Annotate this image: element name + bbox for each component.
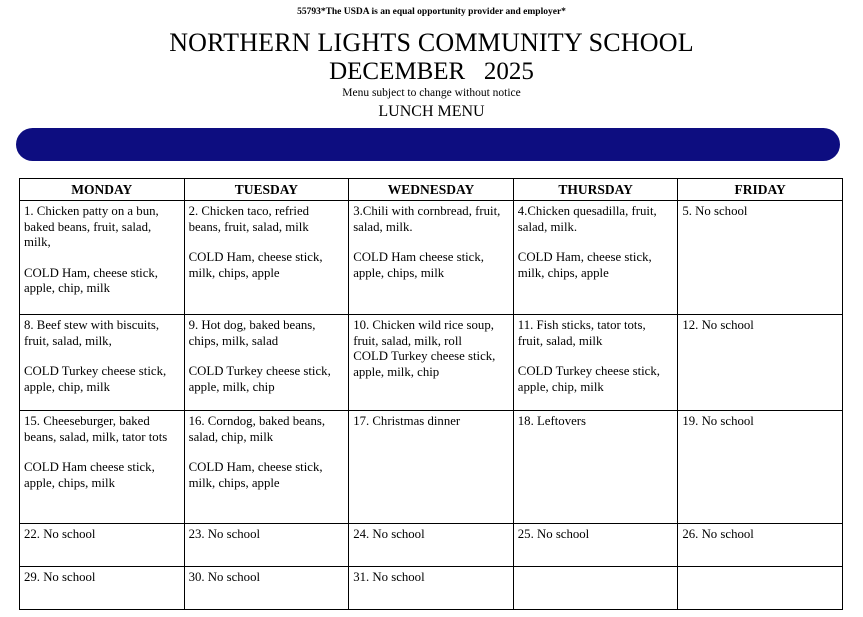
month-year-title: DECEMBER 2025	[329, 58, 534, 85]
hot-lunch-text: 10. Chicken wild rice soup, fruit, salad, milk, roll	[353, 318, 498, 348]
calendar-day-cell	[513, 524, 678, 567]
hot-lunch-text: 23. No school	[188, 527, 261, 541]
cold-lunch-text: COLD Ham, cheese stick, milk, chips, apple	[517, 250, 655, 280]
calendar-day-cell	[20, 524, 185, 567]
calendar-day-cell	[184, 315, 349, 411]
hot-lunch-text: 26. No school	[682, 527, 754, 541]
cell-spacer	[518, 235, 674, 250]
usda-nondiscrimination-notice: 55793*The USDA is an equal opportunity provider and employer*	[297, 7, 566, 17]
calendar-day-cell	[349, 315, 514, 411]
calendar-day-cell	[20, 201, 185, 315]
calendar-week-row	[20, 201, 843, 315]
calendar-day-cell	[20, 411, 185, 524]
calendar-week-row	[20, 315, 843, 411]
calendar-day-cell	[678, 201, 843, 315]
calendar-day-cell	[678, 524, 843, 567]
cell-spacer	[189, 445, 345, 460]
calendar-day-cell	[513, 411, 678, 524]
hot-lunch-text: 31. No school	[353, 570, 425, 584]
hot-lunch-text: 29. No school	[24, 570, 96, 584]
column-header-friday: FRIDAY	[678, 179, 843, 201]
cell-spacer	[24, 445, 180, 460]
cold-lunch-text: COLD Ham cheese stick, apple, chips, milk	[24, 460, 158, 490]
decorative-banner-bar	[16, 128, 840, 161]
calendar-week-row	[20, 411, 843, 524]
hot-lunch-text: 3.Chili with cornbread, fruit, salad, milk.	[353, 204, 504, 234]
calendar-day-cell	[349, 201, 514, 315]
calendar-day-cell	[349, 567, 514, 610]
calendar-day-cell	[184, 411, 349, 524]
cold-lunch-text: COLD Ham, cheese stick, apple, chip, milk	[24, 265, 162, 296]
calendar-day-cell	[513, 315, 678, 411]
cold-lunch-text: COLD Turkey cheese stick, apple, chip, milk	[24, 364, 170, 394]
hot-lunch-text: 12. No school	[682, 318, 754, 332]
hot-lunch-text: 30. No school	[188, 570, 261, 584]
menu-type-title: LUNCH MENU	[378, 103, 485, 120]
calendar-day-cell	[678, 411, 843, 524]
hot-lunch-text: 18. Leftovers	[517, 414, 587, 428]
hot-lunch-text: 2. Chicken taco, refried beans, fruit, salad, milk	[188, 204, 313, 234]
hot-lunch-text: 19. No school	[682, 414, 754, 428]
cell-spacer	[24, 349, 180, 364]
cold-lunch-text: COLD Turkey cheese stick, apple, chip, milk	[517, 364, 664, 394]
hot-lunch-text: 1. Chicken patty on a bun, baked beans, fruit, salad, milk,	[24, 204, 162, 250]
cold-lunch-text: COLD Ham, cheese stick, milk, chips, apple	[188, 460, 326, 490]
calendar-day-cell	[20, 567, 185, 610]
cold-lunch-text: COLD Turkey cheese stick, apple, milk, chip	[353, 349, 499, 379]
hot-lunch-text: 16. Corndog, baked beans, salad, chip, milk	[188, 414, 329, 444]
calendar-day-cell	[513, 567, 678, 610]
column-header-monday: MONDAY	[20, 179, 185, 201]
calendar-header-row	[20, 179, 843, 201]
cell-spacer	[353, 235, 509, 250]
cold-lunch-text: COLD Ham cheese stick, apple, chips, milk	[353, 250, 488, 280]
hot-lunch-text: 4.Chicken quesadilla, fruit, salad, milk.	[517, 204, 660, 234]
calendar-day-cell	[184, 524, 349, 567]
hot-lunch-text: 17. Christmas dinner	[353, 414, 461, 428]
menu-change-disclaimer: Menu subject to change without notice	[342, 87, 521, 99]
menu-calendar-table	[19, 178, 843, 610]
calendar-week-row	[20, 567, 843, 610]
hot-lunch-text: 22. No school	[24, 527, 96, 541]
calendar-week-row	[20, 524, 843, 567]
calendar-day-cell	[349, 411, 514, 524]
hot-lunch-text: 11. Fish sticks, tator tots, fruit, salad, milk	[517, 318, 649, 348]
calendar-day-cell	[184, 201, 349, 315]
hot-lunch-text: 8. Beef stew with biscuits, fruit, salad, milk,	[24, 318, 163, 348]
cell-spacer	[24, 251, 180, 266]
hot-lunch-text: 25. No school	[517, 527, 590, 541]
calendar-day-cell	[678, 315, 843, 411]
hot-lunch-text: 5. No school	[682, 204, 748, 218]
hot-lunch-text: 24. No school	[353, 527, 425, 541]
column-header-wednesday: WEDNESDAY	[349, 179, 514, 201]
cold-lunch-text: COLD Turkey cheese stick, apple, milk, chip	[188, 364, 334, 394]
calendar-day-cell	[513, 201, 678, 315]
hot-lunch-text: 9. Hot dog, baked beans, chips, milk, salad	[188, 318, 319, 348]
hot-lunch-text: 15. Cheeseburger, baked beans, salad, milk, tator tots	[24, 414, 168, 444]
cell-spacer	[518, 349, 674, 364]
cell-spacer	[189, 349, 345, 364]
cold-lunch-text: COLD Ham, cheese stick, milk, chips, apple	[188, 250, 326, 280]
school-name-title: NORTHERN LIGHTS COMMUNITY SCHOOL	[169, 28, 694, 57]
column-header-tuesday: TUESDAY	[184, 179, 349, 201]
calendar-body	[20, 201, 843, 610]
calendar-day-cell	[184, 567, 349, 610]
calendar-day-cell	[678, 567, 843, 610]
cell-spacer	[189, 235, 345, 250]
calendar-day-cell	[349, 524, 514, 567]
column-header-thursday: THURSDAY	[513, 179, 678, 201]
calendar-day-cell	[20, 315, 185, 411]
